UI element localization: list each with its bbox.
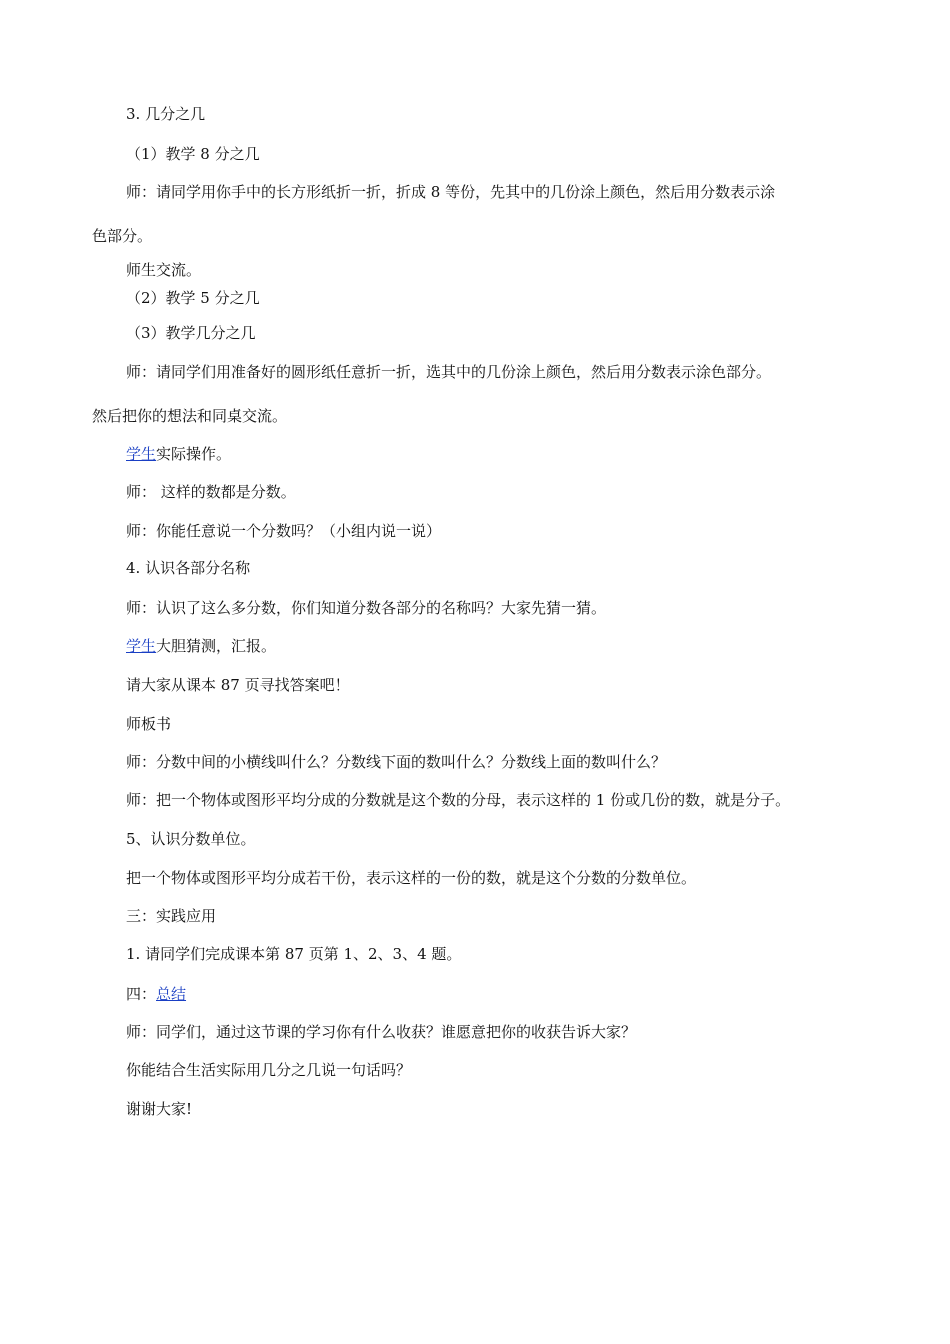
paragraph: 师：把一个物体或图形平均分成的分数就是这个数的分母，表示这样的 1 份或几份的数，就是分子。 xyxy=(126,791,791,809)
paragraph-text: 大胆猜测，汇报。 xyxy=(156,637,277,655)
paragraph: 师：分数中间的小横线叫什么？分数线下面的数叫什么？分数线上面的数叫什么？ xyxy=(126,753,667,771)
paragraph: 师：认识了这么多分数，你们知道分数各部分的名称吗？大家先猜一猜。 xyxy=(126,599,607,617)
heading-text: 四： xyxy=(126,985,157,1003)
paragraph: 色部分。 xyxy=(92,227,153,245)
student-link[interactable]: 学生 xyxy=(126,637,157,655)
paragraph: 谢谢大家! xyxy=(126,1100,193,1118)
heading-fraction-unit: 5、认识分数单位。 xyxy=(126,830,256,848)
heading-fractions: 3. 几分之几 xyxy=(126,105,206,123)
paragraph-text: 实际操作。 xyxy=(156,445,232,463)
paragraph: 师：同学们，通过这节课的学习你有什么收获？谁愿意把你的收获告诉大家？ xyxy=(126,1023,637,1041)
paragraph: 然后把你的想法和同桌交流。 xyxy=(92,407,288,425)
paragraph: 请大家从课本 87 页寻找答案吧！ xyxy=(126,676,350,694)
subheading-fifths: （2）教学 5 分之几 xyxy=(126,289,260,307)
heading-summary xyxy=(126,984,186,1004)
subheading-general: （3）教学几分之几 xyxy=(126,324,256,342)
summary-link[interactable]: 总结 xyxy=(156,985,187,1003)
heading-practice: 三：实践应用 xyxy=(126,907,217,925)
paragraph: 把一个物体或图形平均分成若干份，表示这样的一份的数，就是这个分数的分数单位。 xyxy=(126,869,697,887)
subheading-eighths: （1）教学 8 分之几 xyxy=(126,145,260,163)
paragraph xyxy=(126,636,276,656)
paragraph xyxy=(126,444,231,464)
heading-part-names: 4. 认识各部分名称 xyxy=(126,559,251,577)
paragraph: 师：请同学用你手中的长方形纸折一折，折成 8 等份，先其中的几份涂上颜色，然后用分数表示涂 xyxy=(126,183,776,201)
paragraph: 你能结合生活实际用几分之几说一句话吗？ xyxy=(126,1061,412,1079)
student-link[interactable]: 学生 xyxy=(126,445,157,463)
paragraph: 1. 请同学们完成课本第 87 页第 1、2、3、4 题。 xyxy=(126,945,462,963)
paragraph: 师板书 xyxy=(126,715,172,733)
paragraph: 师：请同学们用准备好的圆形纸任意折一折，选其中的几份涂上颜色，然后用分数表示涂色部分。 xyxy=(126,363,772,381)
paragraph: 师：你能任意说一个分数吗？（小组内说一说） xyxy=(126,522,442,540)
paragraph: 师： 这样的数都是分数。 xyxy=(126,483,296,501)
paragraph: 师生交流。 xyxy=(126,261,202,279)
